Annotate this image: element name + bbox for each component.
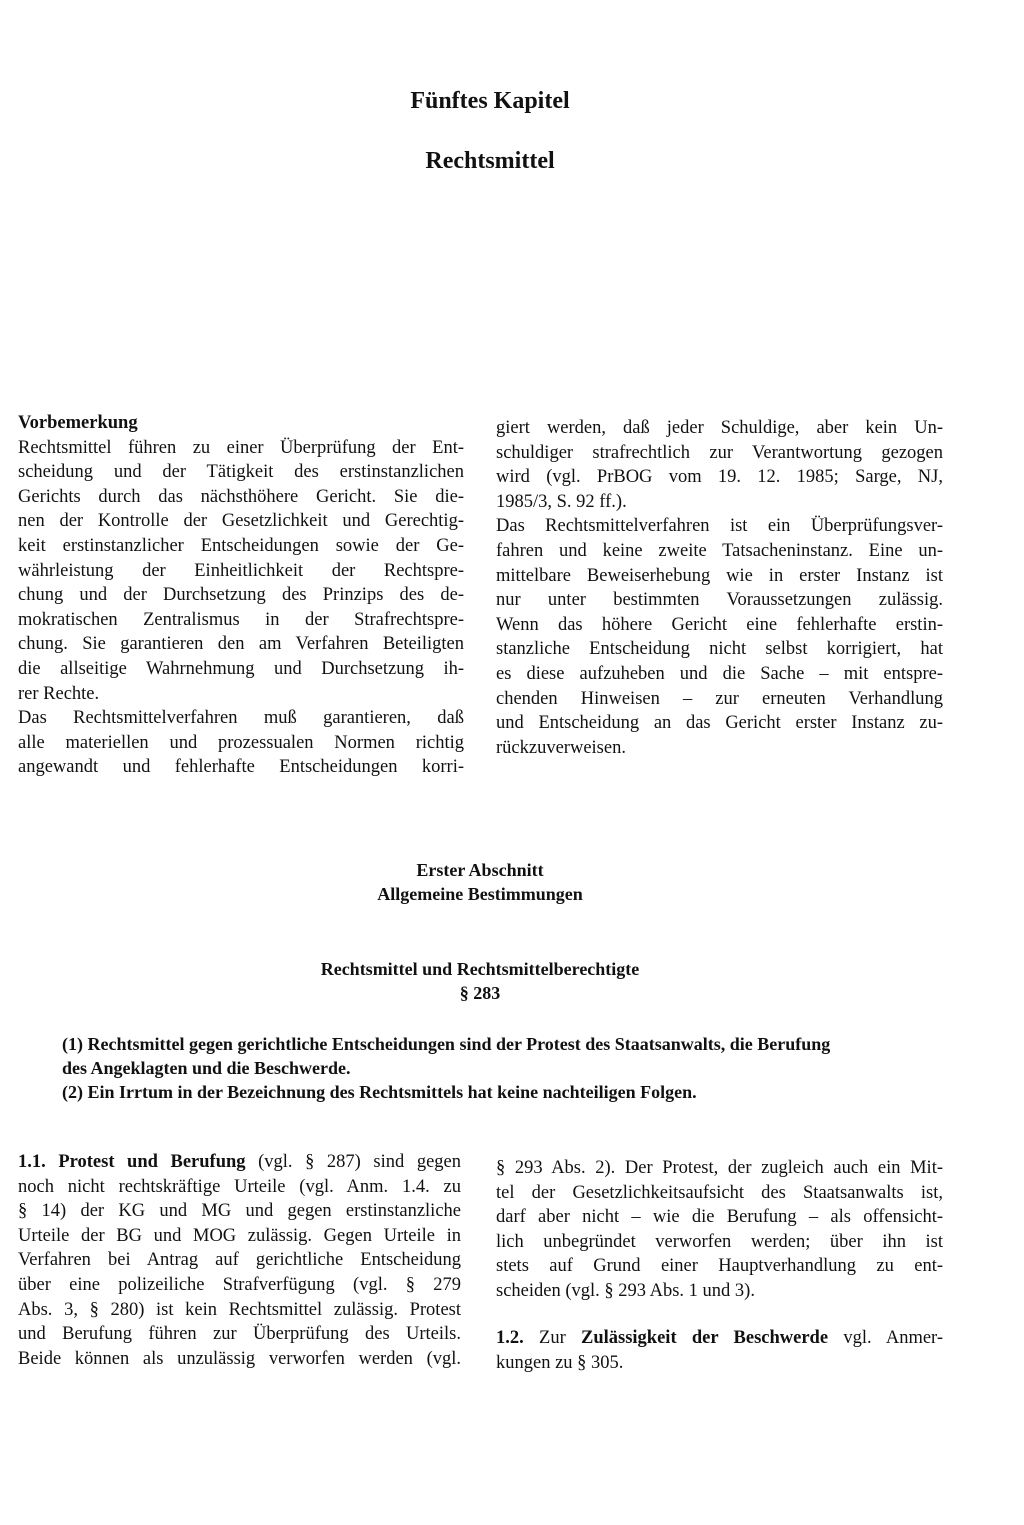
text-line: angewandt und fehlerhafte Entscheidungen korri-	[18, 757, 464, 778]
statute-text	[62, 1032, 892, 1104]
note-1-2-number: 1.2.	[496, 1328, 524, 1348]
chapter-title: Rechtsmittel	[425, 148, 555, 174]
text-line: rückzuverweisen.	[496, 737, 626, 758]
statute-line: (1) Rechtsmittel gegen gerichtliche Entscheidungen sind der Protest des Staatsanwalts, die Berufung	[62, 1034, 831, 1054]
text-line: scheiden (vgl. § 293 Abs. 1 und 3).	[496, 1280, 755, 1301]
text-line: alle materiellen und prozessualen Normen richtig	[18, 732, 464, 753]
text-line: tel der Gesetzlichkeitsaufsicht des Staatsanwalts ist,	[496, 1182, 943, 1203]
text-line: stets auf Grund einer Hauptverhandlung zu ent-	[496, 1256, 943, 1277]
text-line: keit erstinstanzlicher Entscheidungen sowie der Ge-	[18, 535, 464, 556]
text-line: es diese aufzuheben und die Sache – mit entspre-	[496, 663, 943, 684]
text-line: noch nicht rechtskräftige Urteile (vgl. Anm. 1.4. zu	[18, 1176, 461, 1197]
text-line: kungen zu § 305.	[496, 1352, 624, 1373]
commentary-left-column	[18, 1150, 461, 1371]
commentary-first-line	[18, 1150, 461, 1175]
text-line: über eine polizeiliche Strafverfügung (vgl. § 279	[18, 1274, 461, 1295]
text-line: giert werden, daß jeder Schuldige, aber kein Un-	[496, 418, 943, 438]
text-line: chenden Hinweisen – zur erneuten Verhandlung	[496, 688, 943, 709]
text-line: mokratischen Zentralismus in der Strafrechtspre-	[18, 609, 464, 630]
text-line: Gerichts durch das nächsthöhere Gericht. Sie die-	[18, 486, 464, 507]
note-1-1-first-rest: (vgl. § 287) sind gegen	[258, 1152, 461, 1172]
paragraph-title: Rechtsmittel und Rechtsmittelberechtigte	[320, 959, 640, 979]
text-line: die allseitige Wahrnehmung und Durchsetzung ih-	[18, 658, 464, 679]
text-line: währleistung der Einheitlichkeit der Rechtspre-	[18, 560, 464, 581]
text-line: chung. Sie garantieren den am Verfahren Beteiligten	[18, 634, 464, 655]
text-line: Verfahren bei Antrag auf gerichtliche Entscheidung	[18, 1250, 461, 1271]
text-line: nur unter bestimmten Voraussetzungen zulässig.	[496, 590, 943, 611]
text-line: Das Rechtsmittelverfahren ist ein Überprüfungsver-	[496, 516, 943, 537]
text-line: 1985/3, S. 92 ff.).	[496, 491, 627, 512]
section-title: Allgemeine Bestimmungen	[377, 884, 583, 904]
text-line: chung und der Durchsetzung des Prinzips des de-	[18, 585, 464, 606]
note-1-2-bold: Zulässigkeit der Beschwerde	[581, 1328, 829, 1348]
statute-line: (2) Ein Irrtum in der Bezeichnung des Rechtsmittels hat keine nachteiligen Folgen.	[62, 1082, 697, 1102]
text-line: schuldiger strafrechtlich zur Verantwortung gezogen	[496, 442, 943, 463]
statute-line: des Angeklagten und die Beschwerde.	[62, 1058, 351, 1078]
note-1-1-heading: 1.1. Protest und Berufung	[18, 1152, 246, 1172]
text-line: § 293 Abs. 2). Der Protest, der zugleich auch ein Mit-	[496, 1158, 943, 1178]
text-line: und Entscheidung an das Gericht erster Instanz zu-	[496, 713, 943, 734]
vorbemerkung-heading: Vorbemerkung	[18, 413, 138, 433]
vorbemerkung-left-column	[18, 411, 464, 780]
text-line: nen der Kontrolle der Gesetzlichkeit und Gerechtig-	[18, 511, 464, 532]
text-line: mittelbare Beweiserhebung wie in erster Instanz ist	[496, 565, 943, 586]
text-line: stanzliche Entscheidung nicht selbst korrigiert, hat	[496, 639, 943, 660]
text-line: § 14) der KG und MG und gegen erstinstanzliche	[18, 1201, 461, 1222]
text-line: fahren und keine zweite Tatsacheninstanz. Eine un-	[496, 540, 943, 561]
text-line: Rechtsmittel führen zu einer Überprüfung der Ent-	[18, 437, 464, 458]
paragraph-number: § 283	[459, 983, 501, 1003]
text-line: scheidung und der Tätigkeit des erstinstanzlichen	[18, 462, 464, 483]
section-number: Erster Abschnitt	[416, 860, 544, 880]
note-1-2-first-line	[496, 1326, 943, 1351]
text-line: Das Rechtsmittelverfahren muß garantieren, daß	[18, 708, 464, 729]
text-line: Abs. 3, § 280) ist kein Rechtsmittel zulässig. Protest	[18, 1299, 461, 1320]
note-1-2	[496, 1326, 943, 1375]
text-line: und Berufung führen zur Überprüfung des Urteils.	[18, 1324, 461, 1345]
text-line: rer Rechte.	[18, 683, 100, 704]
commentary-right-column	[496, 1156, 943, 1304]
text-line: Wenn das höhere Gericht eine fehlerhafte erstin-	[496, 614, 943, 635]
vorbemerkung-right-column	[496, 416, 943, 760]
text-line: lich unbegründet verworfen werden; über ihn ist	[496, 1231, 943, 1252]
note-1-2-pre: Zur	[539, 1328, 566, 1348]
text-line: Beide können als unzulässig verworfen werden (vgl.	[18, 1348, 461, 1369]
text-line: darf aber nicht – wie die Berufung – als offensicht-	[496, 1207, 943, 1228]
text-line: wird (vgl. PrBOG vom 19. 12. 1985; Sarge, NJ,	[496, 467, 943, 488]
text-line: Urteile der BG und MOG zulässig. Gegen Urteile in	[18, 1225, 461, 1246]
chapter-number: Fünftes Kapitel	[410, 88, 570, 114]
note-1-2-rest: vgl. Anmer-	[843, 1328, 943, 1348]
